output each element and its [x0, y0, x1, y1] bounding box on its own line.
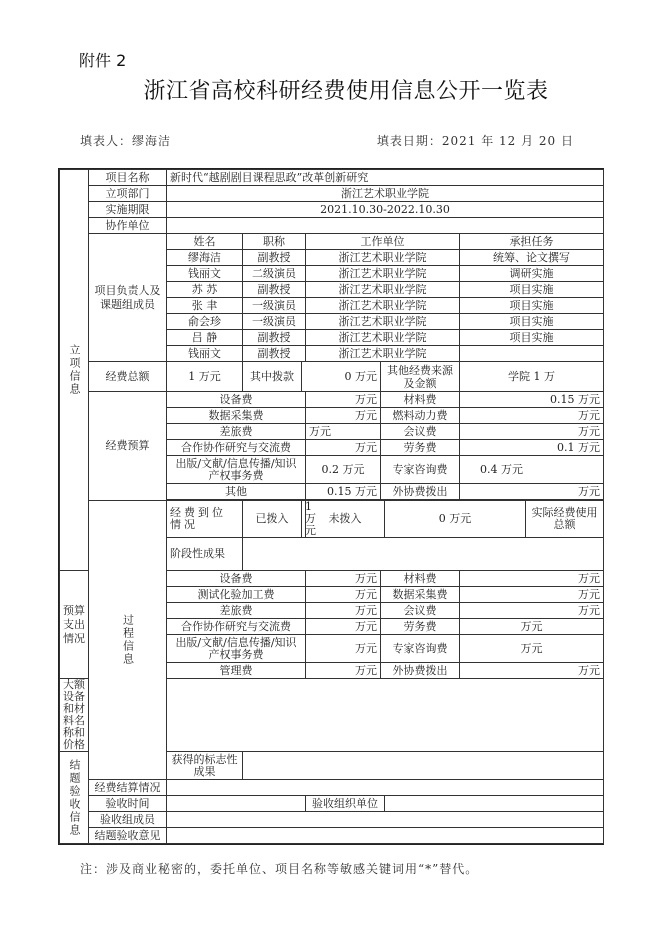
section-conclusion: 结题验收信息	[60, 752, 89, 844]
row-project-name	[60, 170, 604, 186]
member-row: 钱丽文 副教授 浙江艺术职业学院	[60, 346, 604, 362]
settlement-label: 经费结算情况	[89, 780, 167, 796]
members-label: 项目负责人及课题组成员	[89, 234, 167, 362]
total-value: 1 万元	[167, 362, 243, 392]
member-row: 缪海洁 副教授 浙江艺术职业学院 统筹、论文撰写	[60, 250, 604, 266]
settlement-value	[167, 780, 604, 796]
member-header-task: 承担任务	[460, 234, 604, 250]
member-header-name: 姓名	[167, 234, 243, 250]
stage-value	[243, 538, 604, 571]
stage-label: 阶段性成果	[167, 538, 243, 571]
member-row: 吕 静 副教授 浙江艺术职业学院 项目实施	[60, 330, 604, 346]
pending-label: 未拨入	[306, 501, 385, 538]
achievement-value	[243, 752, 604, 780]
department-value: 浙江艺术职业学院	[167, 186, 604, 202]
partner-value	[167, 218, 604, 234]
footer-note: 注：涉及商业秘密的，委托单位、项目名称等敏感关键词用“*”替代。	[80, 862, 479, 876]
equipment-value	[167, 679, 604, 752]
member-header-unit: 工作单位	[306, 234, 460, 250]
fill-date: 填表日期：2021 年 12 月 20 日	[376, 134, 574, 148]
period-label: 实施期限	[89, 202, 167, 218]
filler-name: 填表人：缪海洁	[80, 134, 172, 148]
spend-label: 预算支出情况	[60, 571, 89, 679]
member-row: 钱丽文 二级演员 浙江艺术职业学院 调研实施	[60, 266, 604, 282]
acceptance-time-value	[167, 796, 306, 812]
pending-value: 0 万元	[385, 501, 526, 538]
equipment-label: 大额设备和材料名称和价格	[60, 679, 89, 752]
acceptance-members-value	[167, 812, 604, 828]
attachment-label: 附件 2	[79, 51, 127, 70]
acceptance-org-value	[385, 796, 604, 812]
received-label: 已拨入	[243, 501, 302, 538]
acceptance-org-label: 验收组织单位	[306, 796, 385, 812]
allocated-value: 0 万元	[302, 362, 381, 392]
section-process: 过程信息	[89, 501, 167, 780]
actual-label: 实际经费使用总额	[526, 501, 604, 538]
partner-label: 协作单位	[89, 218, 167, 234]
received-value: 1 万元	[302, 501, 306, 538]
period-value: 2021.10.30-2022.10.30	[167, 202, 604, 218]
acceptance-opinion-label: 结题验收意见	[89, 828, 167, 844]
info-table: 立项信息 项目名称 新时代“越剧剧目课程思政”改革创新研究 立项部门 浙江艺术职业学院 实施期限 2021.10.30-2022.10.30 协作单位 项目负责人及课题组成员 姓名 职称 工作单位 承担任务 缪海洁 副教授 浙江艺术职业学院 统筹、论文撰写 钱丽文 二级演员 浙江艺术职业学院 调研实施 苏 苏 副教授 浙江艺术职业学院 项目实施 张 聿 一级演员 浙江艺术职业学院 项目实施 俞会珍 一级演员 浙江艺术职业学院 项目实施 吕 静 副教授 浙江艺术职业学院 项目实施 钱丽文 副教授 浙江艺术职业学院 经费总额 1 万元 其中拨款 0 万元 其他经费来源及金额 学院 1 万 经费预算 设备费 万元 材料费 0.15 万元 数据采集费 万元 燃料动力费 万元 差旅费 万元 会议费 万元 合作协作研究与交流费 万元 劳务费 0.1 万元 出版/文献/信息传播/知识产权事务费 0.2 万元 专家咨询费 0.4 万元 其他 0.15 万元 外协费拨出 万元 过程信息 经费到位情况 已拨入 1 万元 未拨入 0 万元 实际经费使用总额 阶段性成果 预算支出情况 设备费 万元 材料费 万元 测试化验加工费 万元 数据采集费 万元 差旅费 万元 会议费 万元 合作协作研究与交流费 万元 劳务费 万元 出版/文献/信息传播/知识产权事务费 万元 专家咨询费 万元 管理费 万元 外协费拨出 万元 大额设备和材料名称和价格 结题验收信息 获得的标志性成果 经费结算情况 验收时间 验收组织单位 验收组成员 结题验收意见	[58, 168, 604, 845]
arrival-label: 经费到位情况	[167, 501, 243, 538]
allocated-label: 其中拨款	[243, 362, 302, 392]
project-name-label: 项目名称	[89, 170, 167, 186]
other-source-value: 学院 1 万	[460, 362, 604, 392]
project-name-value: 新时代“越剧剧目课程思政”改革创新研究	[167, 170, 604, 186]
acceptance-time-label: 验收时间	[89, 796, 167, 812]
achievement-label: 获得的标志性成果	[167, 752, 243, 780]
other-source-label: 其他经费来源及金额	[381, 362, 460, 392]
member-row: 张 聿 一级演员 浙江艺术职业学院 项目实施	[60, 298, 604, 314]
acceptance-members-label: 验收组成员	[89, 812, 167, 828]
member-header-title: 职称	[243, 234, 306, 250]
budget-label: 经费预算	[89, 392, 167, 501]
department-label: 立项部门	[89, 186, 167, 202]
acceptance-opinion-value	[167, 828, 604, 844]
member-row: 俞会珍 一级演员 浙江艺术职业学院 项目实施	[60, 314, 604, 330]
total-label: 经费总额	[89, 362, 167, 392]
page-title: 浙江省高校科研经费使用信息公开一览表	[143, 79, 549, 104]
member-row: 苏 苏 副教授 浙江艺术职业学院 项目实施	[60, 282, 604, 298]
section-setup: 立项信息	[60, 170, 89, 571]
